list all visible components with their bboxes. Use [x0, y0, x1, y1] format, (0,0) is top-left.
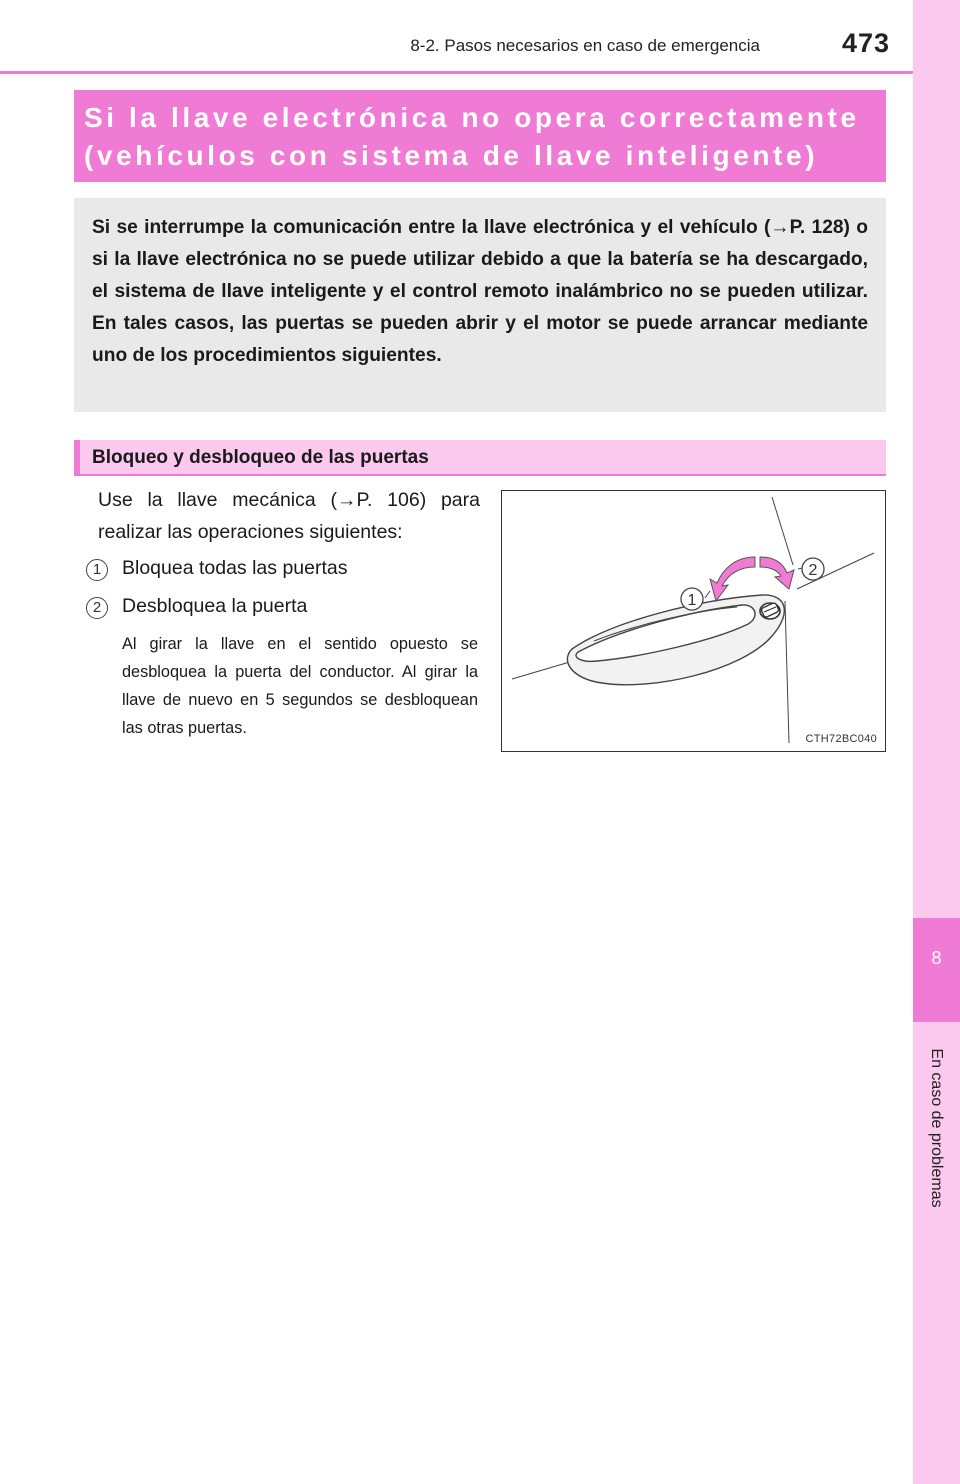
step-text: Desbloquea la puerta [122, 595, 308, 617]
door-handle-illustration [502, 491, 884, 750]
section-title-box [74, 90, 886, 182]
subsection-body: Use la llave mecánica (→P. 106) para realizar las operaciones siguientes: [98, 489, 480, 543]
chapter-number: 8 [931, 948, 942, 968]
subsection-title: Bloqueo y desbloqueo de las puertas [92, 447, 429, 468]
page-number: 473 [841, 28, 890, 58]
section-title-line-1: Si la llave electrónica no opera correctamente [84, 102, 860, 133]
section-title-line-2: (vehículos con sistema de llave inteligente) [84, 140, 819, 171]
lock-arrow [710, 557, 755, 601]
chapter-label: En caso de problemas [928, 1048, 945, 1208]
step-number-badge: 2 [86, 597, 108, 619]
chapter-number-block [913, 918, 960, 1022]
callout-2-label: 2 [808, 562, 818, 579]
note-text: Al girar la llave en el sentido opuesto se desbloquea la puerta del conductor. Al girar la llave de nuevo en 5 segundos se desbloquean las otras puertas. [122, 635, 478, 737]
callout-1-label: 1 [687, 592, 697, 609]
unlock-arrow [760, 557, 794, 589]
intro-text: Si se interrumpe la comunicación entre la llave electrónica y el vehículo (→P. 128) o si la llave electrónica no se puede utilizar debido a que la batería se ha descargado, el sistema de llave inteligente y el control remoto inalámbrico no se pueden utilizar. En tales casos, las puertas se pueden abrir y el motor se puede arrancar mediante uno de los procedimientos siguientes. [92, 217, 868, 366]
step-text: Bloquea todas las puertas [122, 557, 348, 579]
header-section-title: 8-2. Pasos necesarios en caso de emergencia [410, 36, 760, 55]
intro-box [74, 198, 886, 412]
chapter-side-tab [913, 0, 960, 1484]
step-number-badge: 1 [86, 559, 108, 581]
subsection-header [74, 440, 886, 476]
figure-code: CTH72BC040 [805, 733, 877, 745]
subsection-accent-bar [74, 440, 80, 476]
header-rule [0, 71, 913, 74]
door-handle-figure [501, 490, 886, 752]
